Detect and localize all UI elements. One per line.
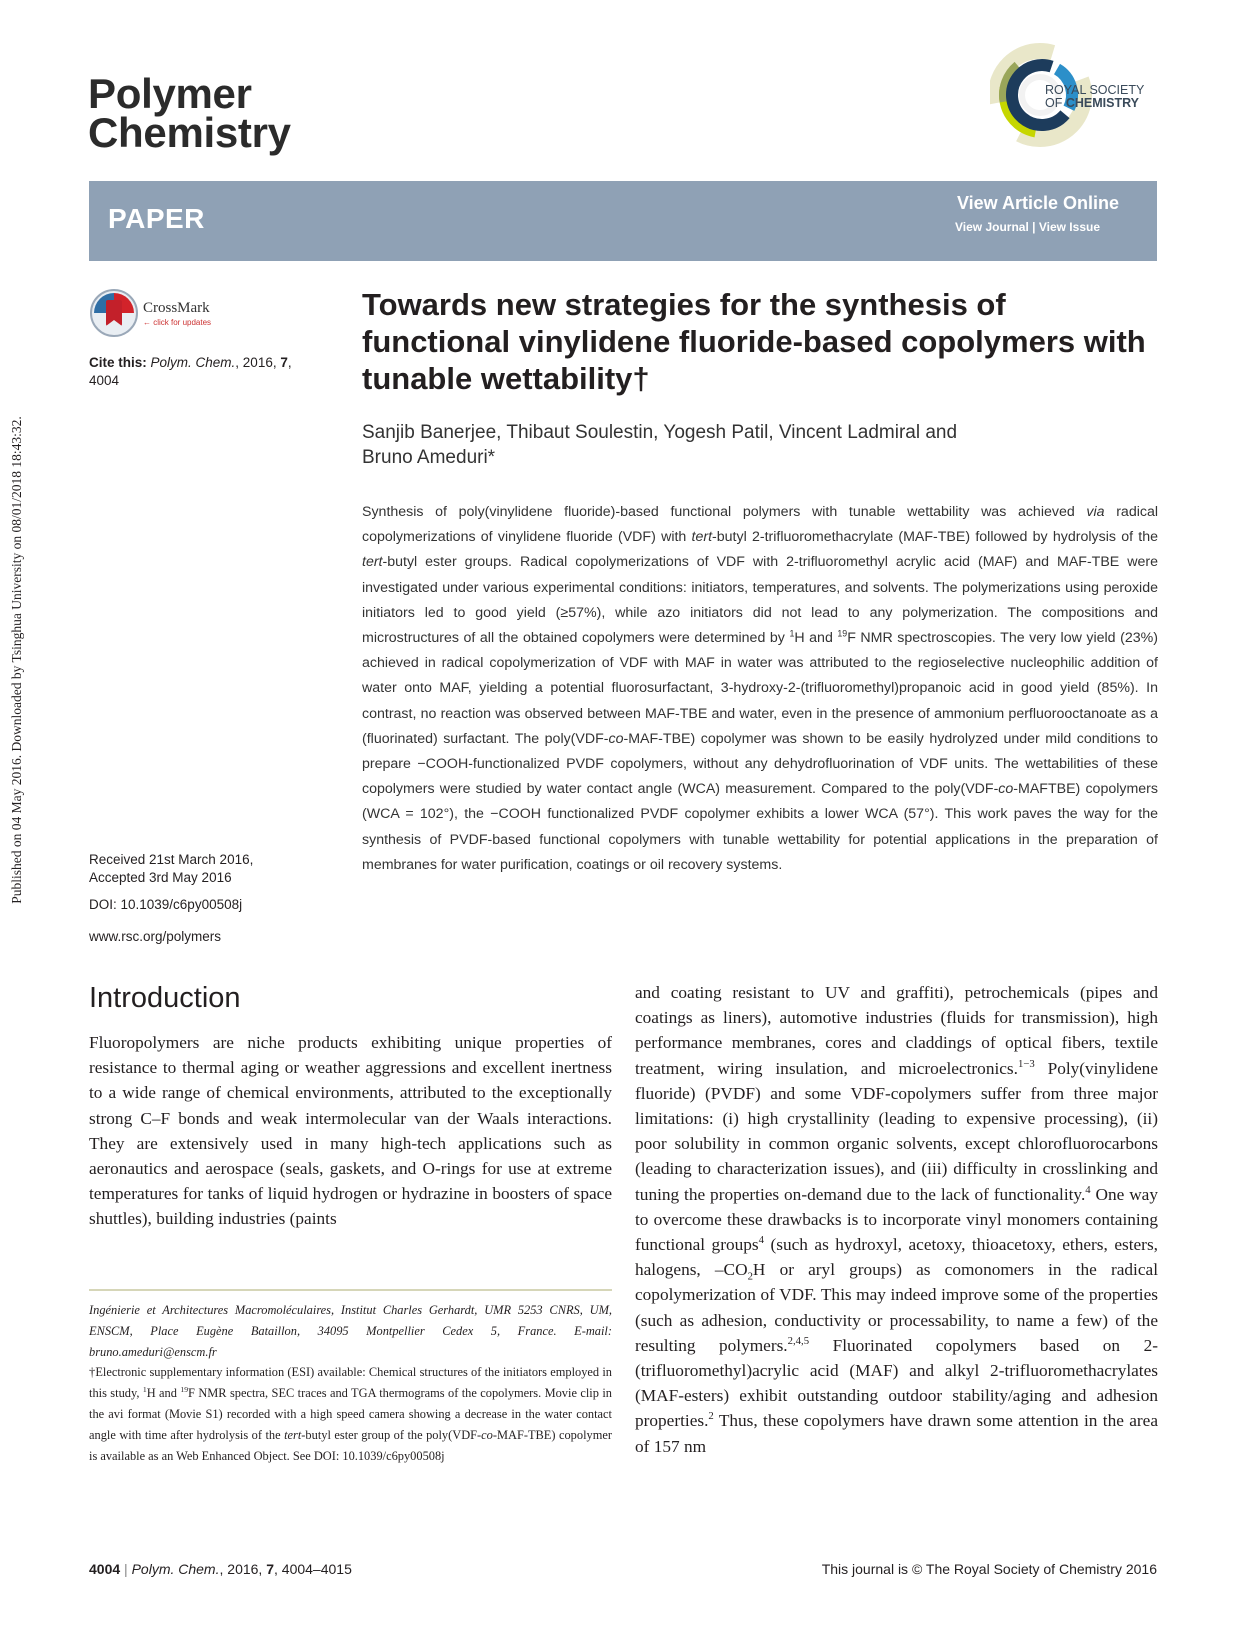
accepted-date: Accepted 3rd May 2016: [89, 870, 232, 885]
citation-page: 4004: [89, 373, 120, 388]
citation-info: Cite this: Polym. Chem., 2016, 7, 4004: [89, 355, 292, 388]
author-list: [362, 420, 1162, 470]
link-divider: |: [1028, 220, 1039, 234]
journal-title: [88, 70, 291, 156]
journal-title-line1: Polymer: [88, 70, 252, 117]
page-number: 4004: [89, 1561, 121, 1577]
view-article-online-link[interactable]: View Article Online: [956, 193, 1119, 213]
crossmark-icon: [89, 288, 139, 338]
journal-title-line2: Chemistry: [88, 109, 291, 156]
page-footer-citation: 4004 | Polym. Chem., 2016, 7, 4004–4015: [89, 1561, 352, 1577]
received-date: Received 21st March 2016,: [89, 852, 254, 867]
journal-links: [955, 220, 1100, 234]
affiliation-footnote: Ingénierie et Architectures Macromoléculaires, Institut Charles Gerhardt, UMR 5253 CNRS, UM, ENSCM, Place Eugène Bataillon, 34095 Montpellier Cedex 5, France. E-mail: bruno.ameduri@enscm.fr: [89, 1303, 612, 1359]
view-journal-link[interactable]: View Journal: [955, 220, 1029, 234]
download-stamp: [2, 360, 32, 960]
crossmark-badge[interactable]: [89, 288, 229, 338]
article-title: Towards new strategies for the synthesis of functional vinylidene fluoride-based copolymers with tunable wettability†: [362, 287, 1146, 396]
copyright-notice: This journal is © The Royal Society of Chemistry 2016: [821, 1561, 1157, 1577]
section-heading-introduction: Introduction: [89, 982, 241, 1014]
article-type-label: PAPER: [108, 203, 205, 234]
download-stamp-text: Published on 04 May 2016. Downloaded by Tsinghua University on 08/01/2018 18:43:32.: [9, 416, 24, 904]
crossmark-label: CrossMark: [143, 300, 210, 316]
rsc-line2: OF CHEMISTRY: [1045, 96, 1139, 110]
article-type-banner: [89, 181, 1157, 261]
view-issue-link[interactable]: View Issue: [1038, 220, 1100, 234]
authors-line2: Bruno Ameduri*: [362, 447, 496, 468]
authors-line1: Sanjib Banerjee, Thibaut Soulestin, Yogesh Patil, Vincent Ladmiral and: [362, 422, 958, 443]
intro-column-right: and coating resistant to UV and graffiti), petrochemicals (pipes and coatings as liners), automotive industries (fluids for transmission), high performance membranes, cores and claddings of optical fibers, textile treatment, wiring insulation, and microelectronics.$^{1-3}$ Poly(vinylidene fluoride) (PVDF) and some VDF-copolymers suffer from three major limitations: (i) high crystallinity (leading to expensive processing), (ii) poor solubility in common organic solvents, except chlorofluorocarbons (leading to characterization issues), and (iii) difficulty in crosslinking and tuning the properties on-demand due to the lack of functionality.$^4$ One way to overcome these drawbacks is to incorporate vinyl monomers containing functional groups$^4$ (such as hydroxyl, acetoxy, thioacetoxy, ethers, esters, halogens, $-CO_2H$ or aryl groups) as comonomers in the radical copolymerization of VDF. This may indeed improve some of the properties (such as adhesion, conductivity or processability, to name a few) of the resulting polymers.$^{2,4,5}$ Fluorinated copolymers based on 2-(trifluoromethyl)acrylic acid (MAF) and alkyl 2-trifluoromethacrylates (MAF-esters) exhibit outstanding outdoor stability/aging and adhesion properties.$^2$ Thus, these copolymers have drawn some attention in the area of 157 nm: [635, 983, 1158, 1456]
footnote-divider: [89, 1289, 612, 1291]
doi[interactable]: DOI: 10.1039/c6py00508j: [89, 897, 243, 912]
journal-website-link[interactable]: www.rsc.org/polymers: [89, 929, 222, 944]
article-dates: [89, 851, 329, 887]
rsc-logo-text: [1045, 84, 1144, 110]
crossmark-sublabel: ← click for updates: [143, 318, 212, 327]
abstract: Synthesis of poly(vinylidene fluoride)-based functional polymers with tunable wettability was achieved via radical copolymerizations of vinylidene fluoride (VDF) with tert-butyl 2-trifluoromethacrylate (MAF-TBE) followed by hydrolysis of the tert-butyl ester groups. Radical copolymerizations of VDF with 2-trifluoromethyl acrylic acid (MAF) and MAF-TBE were investigated under various experimental conditions: initiators, temperatures, and solvents. The polymerizations using peroxide initiators led to good yield (≥57%), while azo initiators did not lead to any polymerization. The compositions and microstructures of all the obtained copolymers were determined by $^1$H and $^{19}$F NMR spectroscopies. The very low yield (23%) achieved in radical copolymerization of VDF with MAF in water was attributed to the regioselective nucleophilic addition of water onto MAF, yielding a potential fluorosurfactant, 3-hydroxy-2-(trifluoromethyl)propanoic acid in good yield (85%). In contrast, no reaction was observed between MAF-TBE and water, even in the presence of ammonium perfluorooctanoate as a (fluorinated) surfactant. The poly(VDF-co-MAF-TBE) copolymer was shown to be easily hydrolyzed under mild conditions to prepare −COOH-functionalized PVDF copolymers, without any dehydrofluorination of VDF units. The wettabilities of these copolymers were studied by water contact angle (WCA) measurement. Compared to the poly(VDF-co-MAFTBE) copolymers (WCA = 102°), the −COOH functionalized PVDF copolymer exhibits a lower WCA (57°). This work paves the way for the synthesis of PVDF-based functional copolymers with tunable wettability for potential applications in the preparation of membranes for water purification, coatings or oil recovery systems.: [362, 504, 1158, 873]
intro-column-left: Fluoropolymers are niche products exhibiting unique properties of resistance to thermal aging or weather aggressions and excellent inertness to a wide range of chemical environments, attributed to the exceptionally strong C–F bonds and weak intermolecular van der Waals interactions. They are extensively used in many high-tech applications such as aeronautics and aerospace (seals, gaskets, and O-rings for use at extreme temperatures for tanks of liquid hydrogen or hydrazine in boosters of space shuttles), building industries (paints: [89, 1033, 612, 1229]
rsc-logo[interactable]: [990, 40, 1170, 150]
esi-footnote: †Electronic supplementary information (ESI) available: Chemical structures of the initiators employed in this study, $^1$H and $^{19}$F NMR spectra, SEC traces and TGA thermograms of the copolymers. Movie clip in the avi format (Movie S1) recorded with a high speed camera showing a decrease in the water contact angle with time after hydrolysis of the tert-butyl ester group of the poly(VDF-co-MAF-TBE) copolymer is available as an Web Enhanced Object. See DOI: 10.1039/c6py00508j: [89, 1365, 612, 1463]
rsc-line1: ROYAL SOCIETY: [1045, 83, 1145, 97]
